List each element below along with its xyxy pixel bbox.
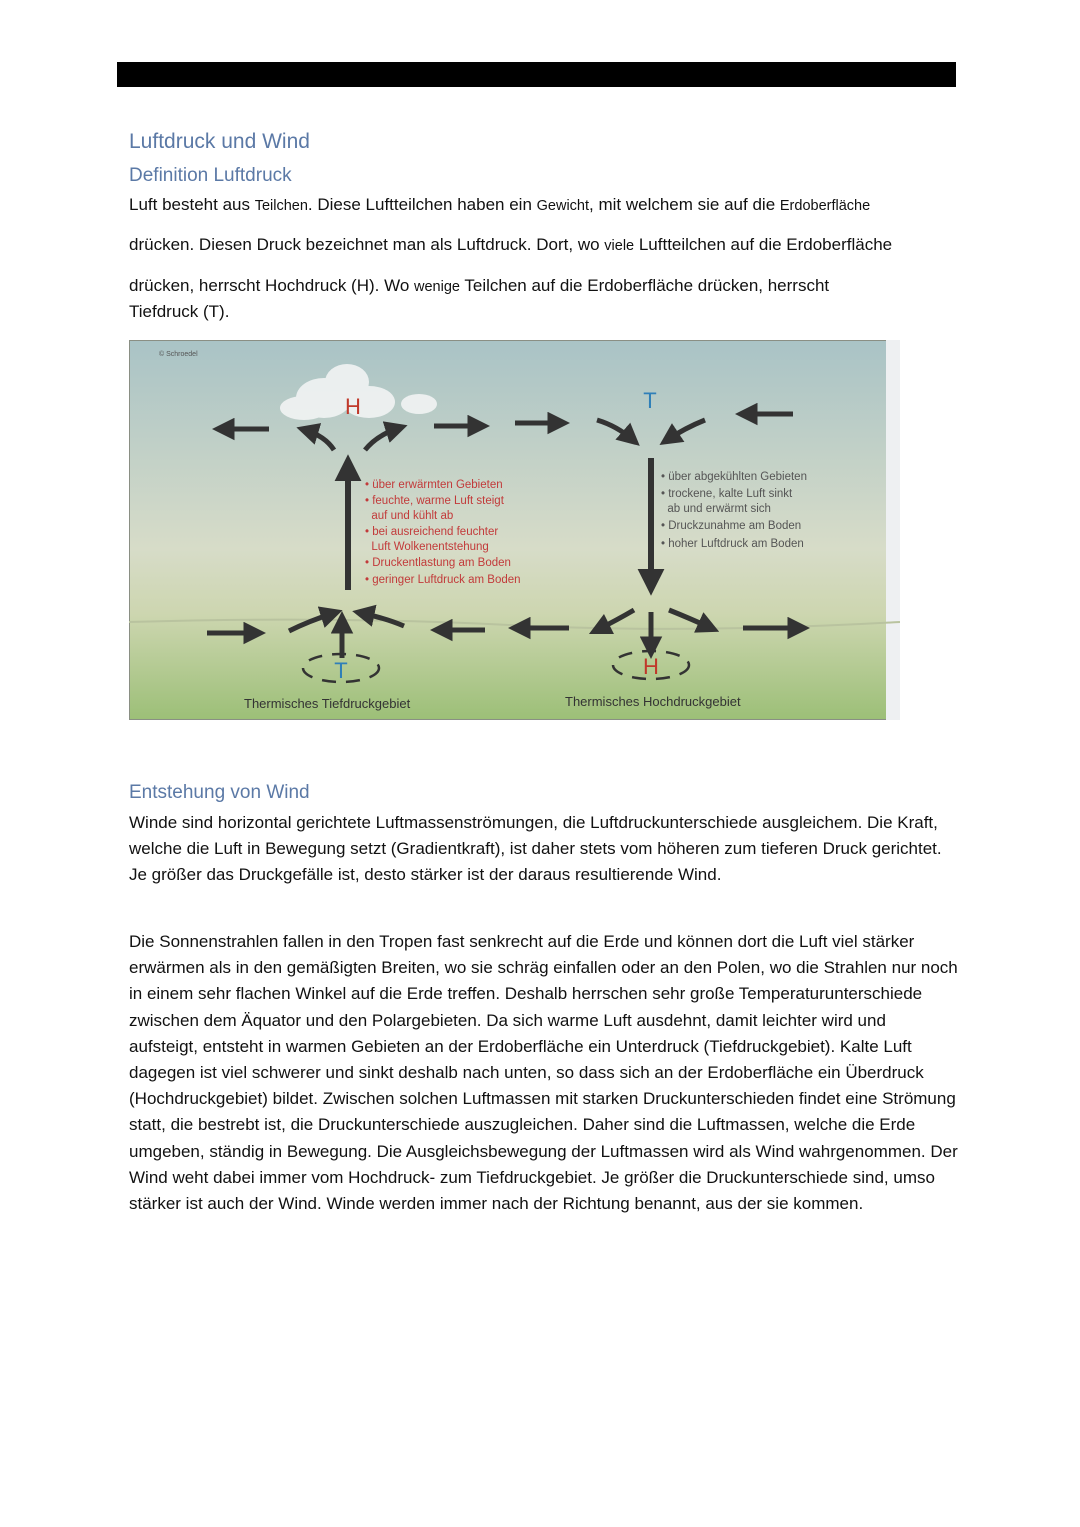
section-heading-definition: Definition Luftdruck: [129, 165, 292, 186]
text-line-4: Tiefdruck (T).: [129, 302, 230, 321]
svg-text:auf und kühlt ab: auf und kühlt ab: [365, 510, 454, 522]
svg-text:• bei ausreichend feuchter: • bei ausreichend feuchter: [365, 526, 499, 538]
svg-text:• feuchte, warme Luft steigt: • feuchte, warme Luft steigt: [365, 495, 504, 507]
high-pressure-top-label: H: [345, 394, 361, 419]
caption-low-pressure: Thermisches Tiefdruckgebiet: [244, 696, 411, 711]
svg-text:ab und erwärmt sich: ab und erwärmt sich: [661, 503, 771, 515]
paragraph-wind-definition: Winde sind horizontal gerichtete Luftmassenströmungen, die Luftdruckunterschiede ausgleichem. Die Kraft, welche die Luft in Bewegung setzt (Gradientkraft), ist daher stets vom höheren zum tieferen Druck gerichtet. Je größer das Druckgefälle ist, desto stärker ist der daraus resultierende Wind.: [129, 813, 942, 885]
page-title: Luftdruck und Wind: [129, 130, 310, 153]
svg-text:• trockene, kalte Luft sinkt: • trockene, kalte Luft sinkt: [661, 488, 793, 500]
low-pressure-ground-label: T: [334, 658, 348, 683]
high-pressure-ground-label: H: [643, 654, 659, 679]
text-line-3: drücken, herrscht Hochdruck (H). Wo wenige Teilchen auf die Erdoberfläche drücken, herrscht: [129, 276, 830, 295]
svg-text:• über abgekühlten Gebieten: • über abgekühlten Gebieten: [661, 471, 807, 483]
text-line-2: drücken. Diesen Druck bezeichnet man als Luftdruck. Dort, wo viele Luftteilchen auf die Erdoberfläche: [129, 235, 893, 254]
svg-text:• Druckzunahme am Boden: • Druckzunahme am Boden: [661, 520, 802, 532]
svg-text:• Druckentlastung am Boden: • Druckentlastung am Boden: [365, 557, 511, 569]
paragraph-wind-origin: Die Sonnenstrahlen fallen in den Tropen fast senkrecht auf die Erde und können dort die Luft viel stärker erwärmen als in den gemäßigten Breiten, wo sie schräg einfallen oder an den Polen, wo die Strahlen nur noch in einem sehr flachen Winkel auf die Erde treffen. Deshalb herrschen sehr große Temperaturunterschiede zwischen dem Äquator und den Polargebieten. Da sich warme Luft ausdehnt, damit leichter wird und aufsteigt, entsteht in warmen Gebieten an der Erdoberfläche ein Unterdruck (Tiefdruckgebiet). Kalte Luft dagegen ist viel schwerer und sinkt deshalb nach unten, so dass sich an der Erdoberfläche ein Überdruck (Hochdruckgebiet) bildet. Zwischen solchen Luftmassen mit starken Druckunterschieden findet eine Strömung statt, die bestrebt ist, die Druckunterschiede auszugleichen. Daher sind die Luftmassen, welche die Erde umgeben, ständig in Bewegung. Die Ausgleichsbewegung der Luftmassen wird als Wind wahrgenommen. Der Wind weht dabei immer vom Hochdruck- zum Tiefdruckgebiet. Je größer die Druckunterschiede sind, umso stärker ist auch der Wind. Winde werden immer nach der Richtung benannt, aus der sie kommen.: [129, 932, 958, 1214]
low-pressure-top-label: T: [643, 388, 657, 413]
pressure-diagram-photo: [129, 340, 900, 720]
text-line-1: Luft besteht aus Teilchen. Diese Luftteilchen haben ein Gewicht, mit welchem sie auf die Erdoberfläche: [129, 195, 871, 214]
svg-text:• geringer Luftdruck am Boden: • geringer Luftdruck am Boden: [365, 574, 521, 586]
svg-text:• hoher Luftdruck am Boden: • hoher Luftdruck am Boden: [661, 538, 804, 550]
caption-high-pressure: Thermisches Hochdruckgebiet: [565, 694, 741, 709]
svg-text:Luft Wolkenentstehung: Luft Wolkenentstehung: [365, 541, 489, 553]
section-heading-wind: Entstehung von Wind: [129, 782, 310, 803]
svg-text:• über erwärmten Gebieten: • über erwärmten Gebieten: [365, 479, 503, 491]
header-bar: [117, 62, 956, 87]
copyright-label: © Schroedel: [159, 351, 198, 358]
